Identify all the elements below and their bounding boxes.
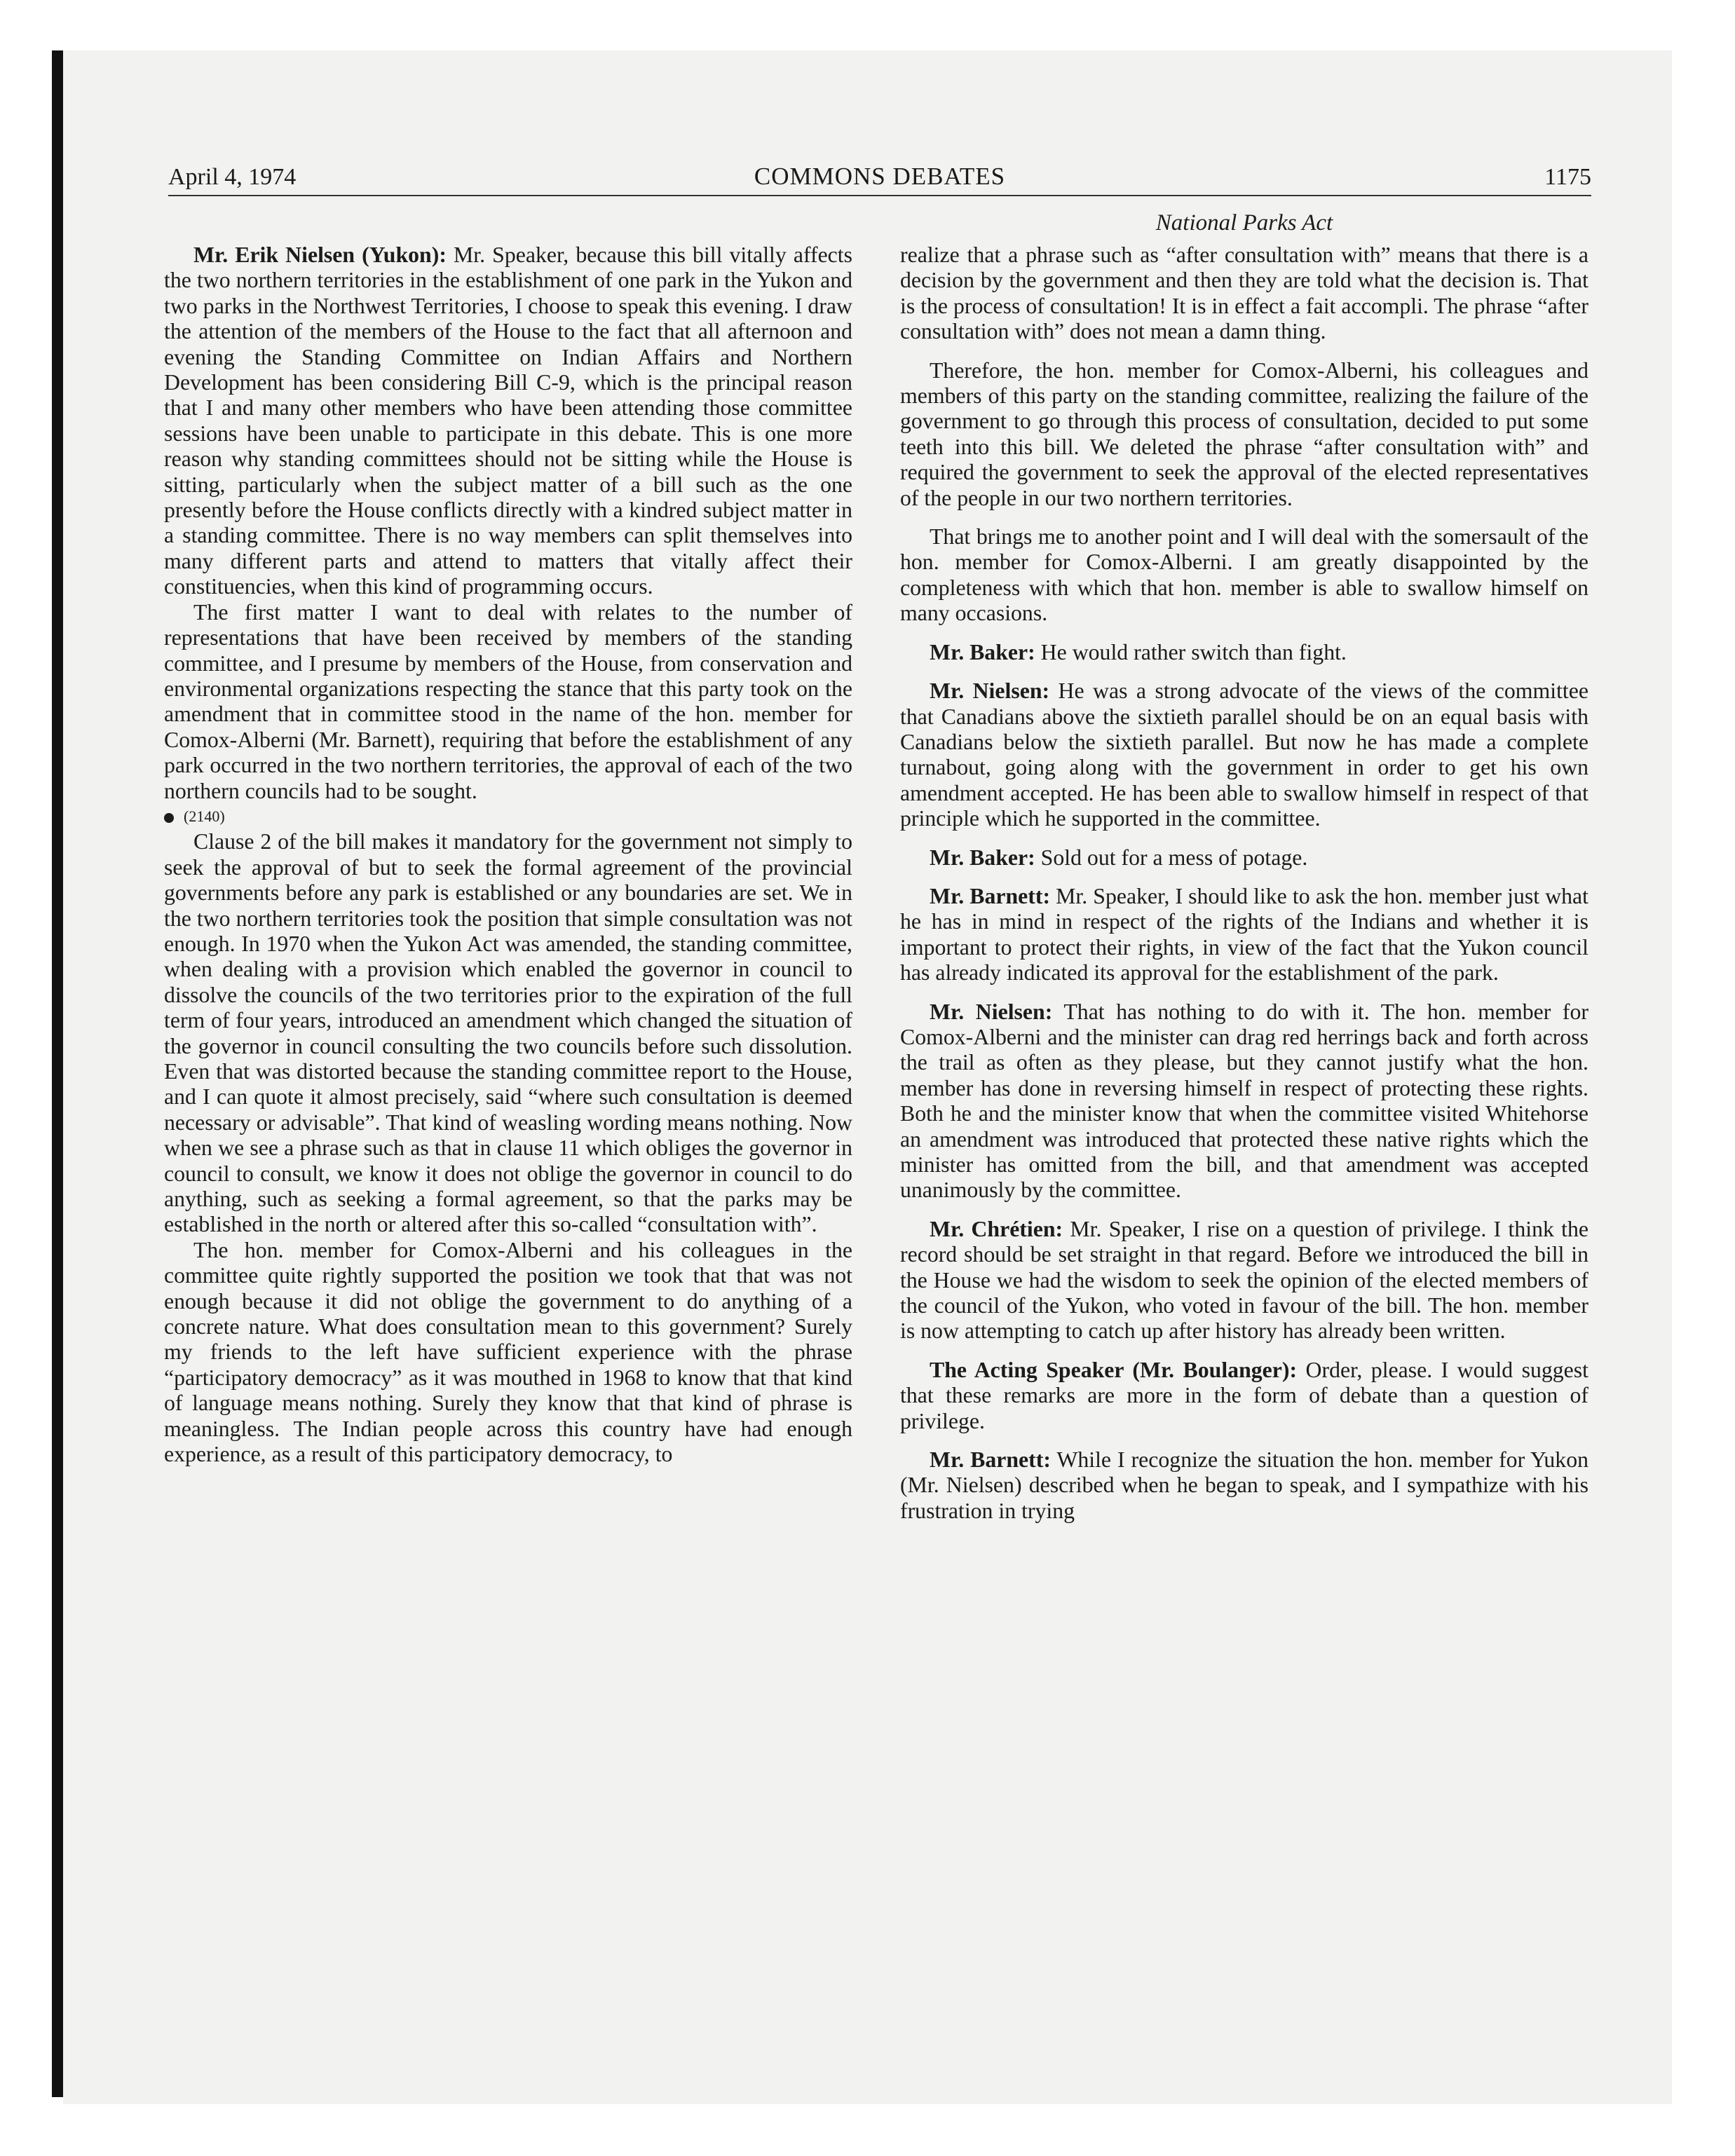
paragraph	[900, 1217, 1588, 1344]
paragraph-text: While I recognize the situation the hon. member for Yukon (Mr. Nielsen) described when he began to speak, and I sympathize with his frustration in trying	[900, 1447, 1589, 1523]
speaker-name: Mr. Chrétien:	[930, 1216, 1063, 1241]
paragraph	[900, 1447, 1588, 1524]
speaker-name: Mr. Baker:	[930, 639, 1035, 664]
paragraph-text: Mr. Speaker, I should like to ask the hon. member just what he has in mind in respect of the rights of the Indians and whether it is important to protect their rights, in view of the fact that the Yukon council has already indicated its approval for the establishment of the park.	[900, 883, 1588, 985]
paragraph-text: He was a strong advocate of the views of the committee that Canadians above the sixtieth parallel should be on an equal basis with Canadians below the sixtieth parallel. But now he has made a complete turnabout, going along with the government in order to get his own amendment accepted. He has been able to swallow himself in respect of that principle which he supported in the committee.	[900, 678, 1588, 831]
paragraph: The first matter I want to deal with relates to the number of representations that have been received by members of the standing committee, and I presume by members of the House, from conservation and environmental organizations respecting the stance that this party took on the amendment that in committee stood in the name of the hon. member for Comox-Alberni (Mr. Barnett), requiring that before the establishment of any park occurred in the two northern territories, the approval of each of the two northern councils had to be sought.	[164, 599, 852, 803]
time-marker	[164, 804, 852, 829]
speaker-name: Mr. Baker:	[930, 845, 1035, 870]
paragraph	[900, 884, 1588, 986]
speaker-name: Mr. Erik Nielsen (Yukon):	[193, 243, 447, 267]
paragraph: realize that a phrase such as “after consultation with” means that there is a decision by the government and then they are told what the decision is. That is the process of consultation! It is in effect a fait accompli. The phrase “after consultation with” does not mean a damn thing.	[900, 243, 1588, 344]
paragraph	[900, 845, 1588, 871]
paragraph-text: Sold out for a mess of potage.	[1040, 845, 1308, 870]
paragraph	[900, 678, 1588, 831]
paragraph	[900, 640, 1588, 665]
speaker-name: Mr. Nielsen:	[930, 678, 1050, 704]
header-date: April 4, 1974	[168, 164, 297, 190]
bullet-icon	[164, 813, 174, 823]
paragraph	[164, 243, 852, 600]
paragraph: Clause 2 of the bill makes it mandatory for the government not simply to seek the approval of but to seek the formal agreement of the provincial governments before any park is established or any boundaries are set. We in the two northern territories took the position that simple consultation was not enough. In 1970 when the Yukon Act was amended, the standing committee, when dealing with a provision which enabled the governor in council to dissolve the councils of the two territories prior to the expiration of the full term of four years, introduced an amendment which changed the situation of the governor in council consulting the two councils before such dissolution. Even that was distorted because the standing committee report to the House, and I can quote it almost precisely, said “where such consultation is deemed necessary or advisable”. That kind of weasling wording means nothing. Now when we see a phrase such as that in clause 11 which obliges the governor in council to consult, we know it does not oblige the governor in council to do anything, such as seeking a formal agreement, so that the parks may be established in the north or altered after this so-called “consultation with”.	[164, 829, 852, 1237]
section-subheading: National Parks Act	[1155, 210, 1333, 236]
paragraph-text: Mr. Speaker, because this bill vitally affects the two northern territories in the establishment of one park in the Yukon and two parks in the Northwest Territories, I choose to speak this evening. I draw the attention of the members of the House to the fact that all afternoon and evening the Standing Committee on Indian Affairs and Northern Development has been considering Bill C-9, which is the principal reason that I and many other members who have been attending those committee sessions have been unable to participate in this debate. This is one more reason why standing committees should not be sitting while the House is sitting, particularly when the subject matter of a bill such as the one presently before the House conflicts directly with a kindred subject matter in a standing committee. There is no way members can split themselves into many different parts and attend to matters that vitally affect their constituencies, when this kind of programming occurs.	[164, 243, 852, 599]
speaker-name: Mr. Barnett:	[930, 1447, 1051, 1473]
paragraph: Therefore, the hon. member for Comox-Alberni, his colleagues and members of this party on the standing committee, realizing the failure of the government to go through this process of consultation, decided to put some teeth into this bill. We deleted the phrase “after consultation with” and required the government to seek the approval of the elected representatives of the people in our two northern territories.	[900, 357, 1588, 510]
right-column	[900, 210, 1588, 1524]
header-page-number: 1175	[1544, 164, 1591, 190]
paragraph-text: He would rather switch than fight.	[1040, 639, 1347, 664]
page-header	[168, 158, 1591, 196]
paragraph-text: Mr. Speaker, I rise on a question of privilege. I think the record should be set straight in that regard. Before we introduced the bill in the House we had the wisdom to seek the opinion of the elected members of the council of the Yukon, who voted in favour of the bill. The hon. member is now attempting to catch up after history has already been written.	[900, 1216, 1588, 1344]
paragraph: That brings me to another point and I will deal with the somersault of the hon. member for Comox-Alberni. I am greatly disappointed by the completeness with which that hon. member is able to swallow himself on many occasions.	[900, 524, 1588, 626]
speaker-name: Mr. Nielsen:	[930, 999, 1053, 1024]
paragraph	[900, 999, 1588, 1203]
paragraph	[900, 1358, 1588, 1434]
paragraph-text: Order, please. I would suggest that these remarks are more in the form of debate than a question of privilege.	[900, 1357, 1588, 1433]
header-publication: COMMONS DEBATES	[754, 163, 1006, 190]
time-marker-text: (2140)	[184, 807, 225, 825]
scan-edge-bar	[52, 50, 63, 2097]
paragraph-text: That has nothing to do with it. The hon. member for Comox-Alberni and the minister can drag red herrings back and forth across the trail as often as they please, but they cannot justify what the hon. member has done in reversing himself in respect of protecting these rights. Both he and the minister know that when the committee visited Whitehorse an amendment was introduced that protected these native rights which the minister has omitted from the bill, and that amendment was accepted unanimously by the committee.	[900, 999, 1589, 1203]
speaker-name: The Acting Speaker (Mr. Boulanger):	[930, 1357, 1298, 1382]
left-column	[164, 243, 852, 1468]
speaker-name: Mr. Barnett:	[930, 883, 1051, 908]
paragraph: The hon. member for Comox-Alberni and his colleagues in the committee quite rightly supported the position we took that that was not enough because it did not oblige the government to do anything of a concrete nature. What does consultation mean to this government? Surely my friends to the left have sufficient experience with the phrase “participatory democracy” as it was mouthed in 1968 to know that that kind of language means nothing. Surely they know that that kind of phrase is meaningless. The Indian people across this country have had enough experience, as a result of this participatory democracy, to	[164, 1237, 852, 1467]
